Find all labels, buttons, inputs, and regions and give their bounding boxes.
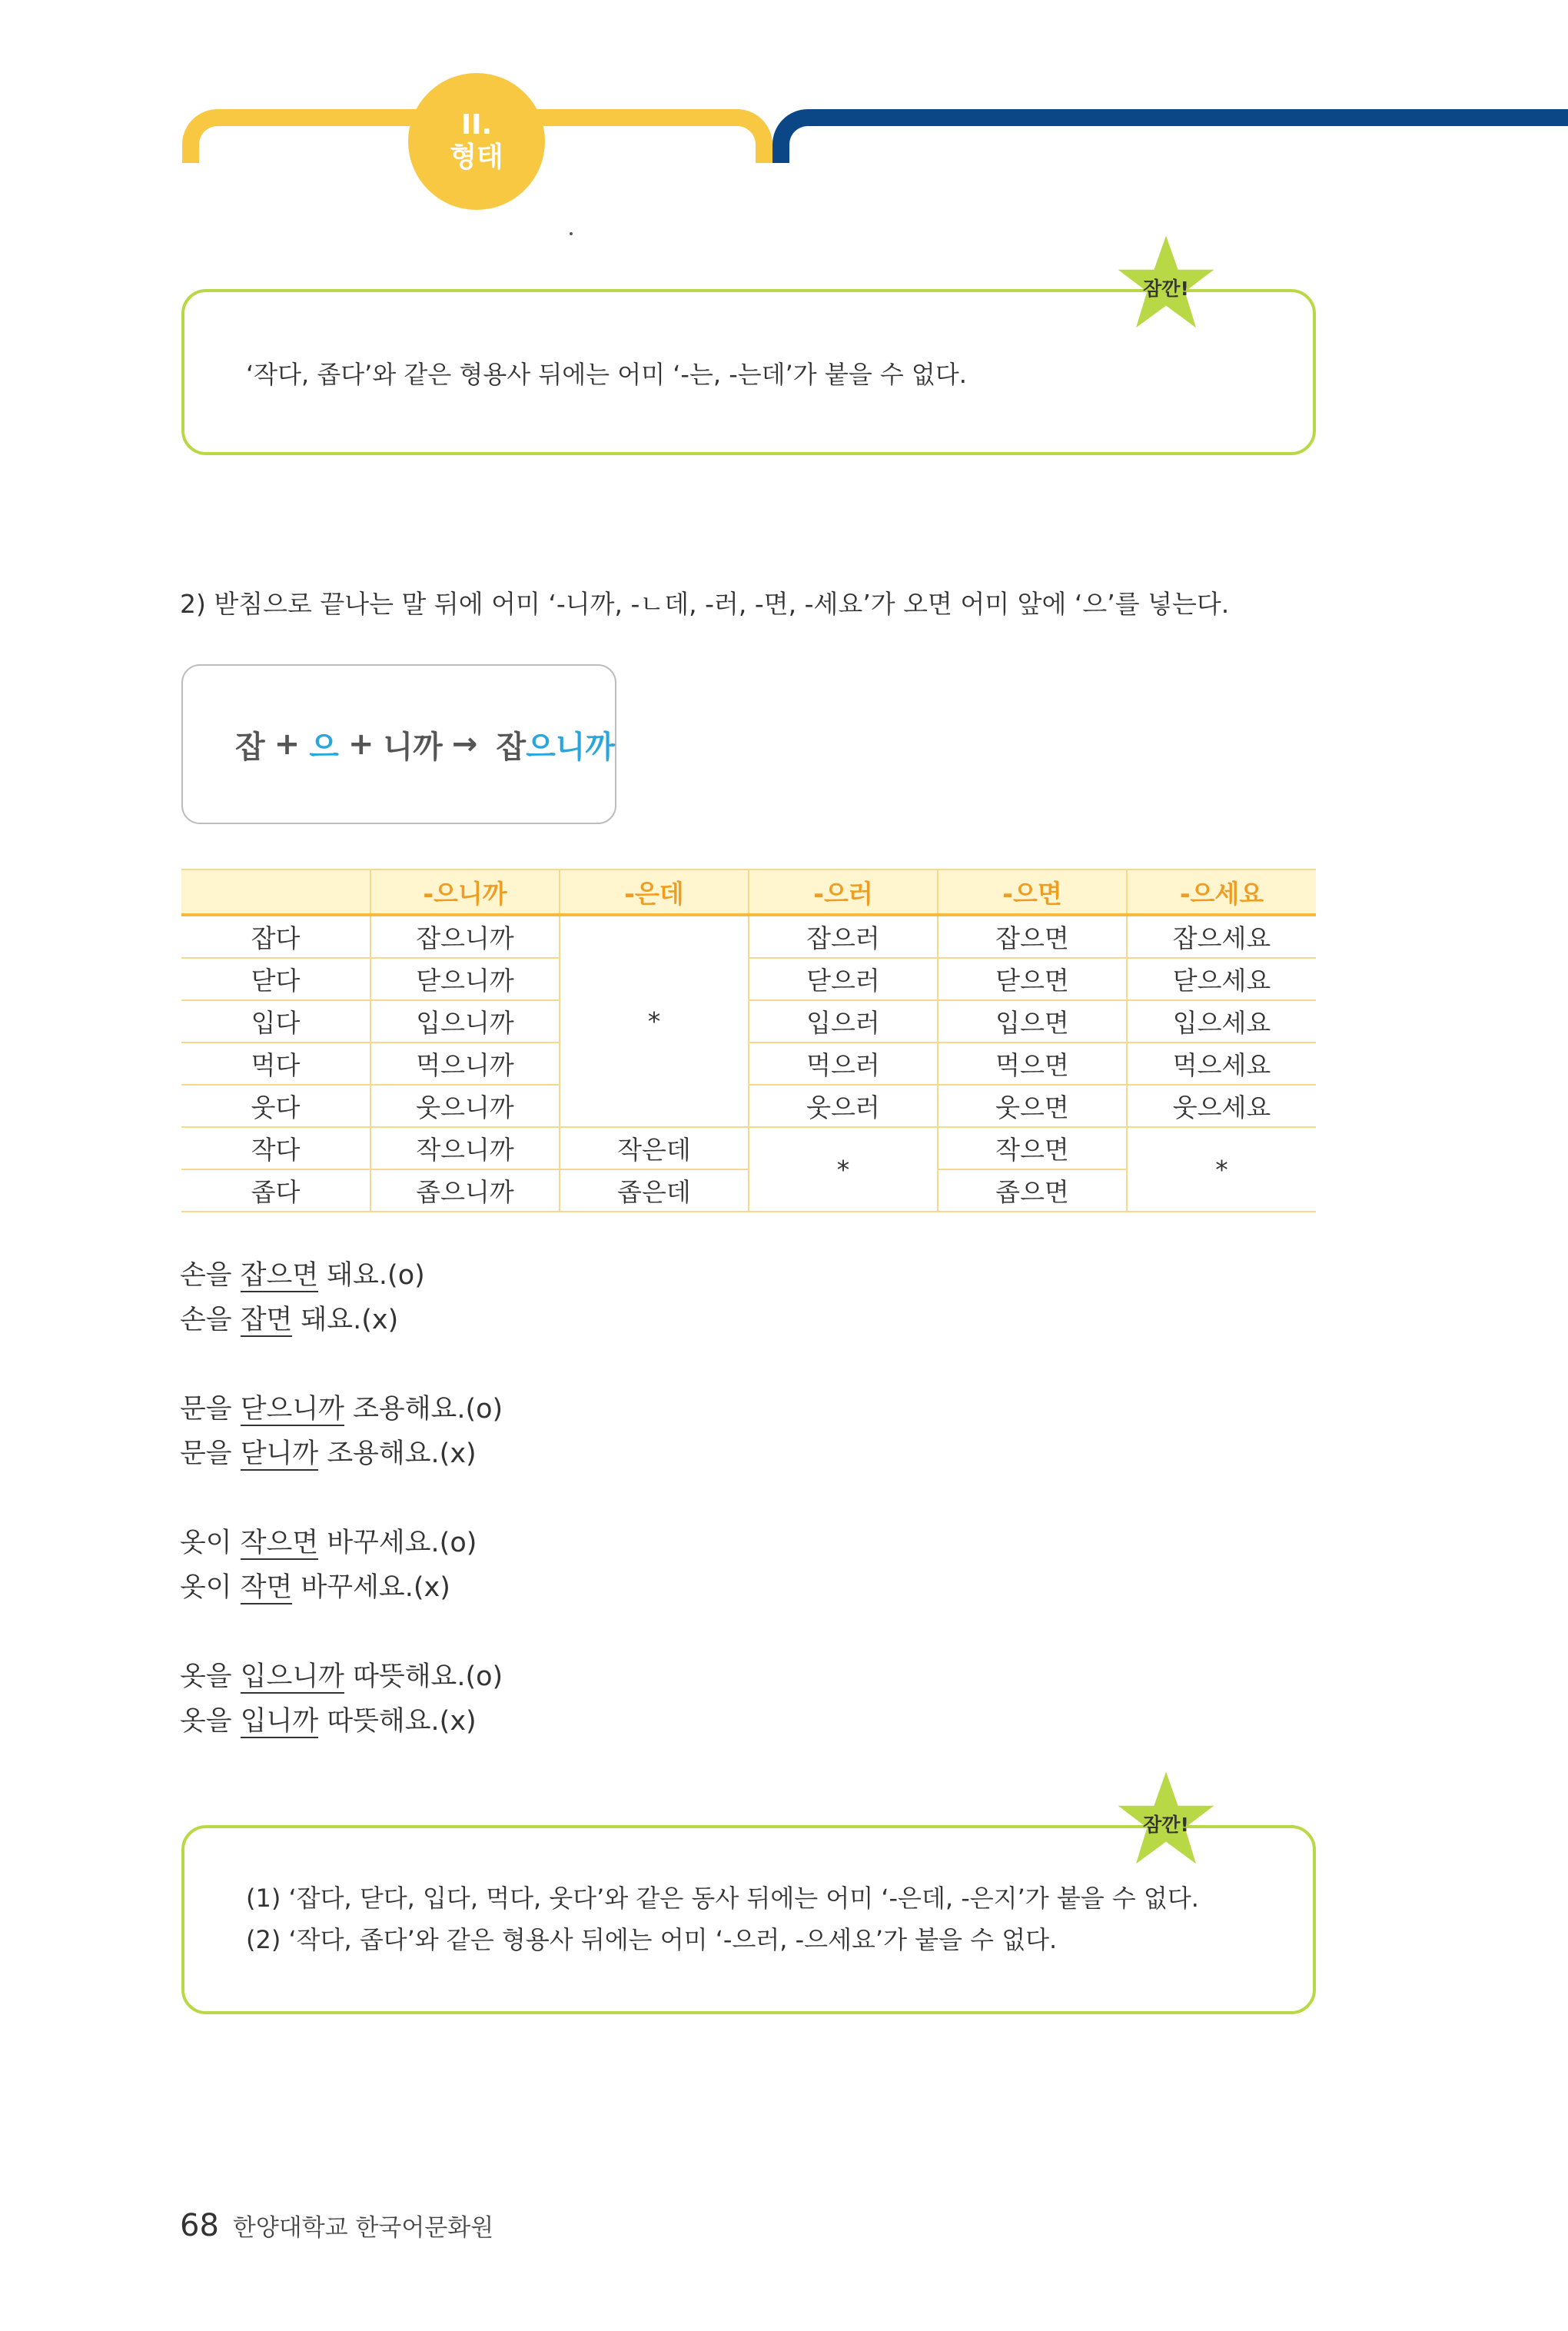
formula-arrow: → [451,727,478,762]
formula-result-rest: 으니까 [526,729,615,765]
example-sentence [180,1432,503,1476]
table-cell: * [749,1127,938,1212]
example-suffix: 따뜻해요.(o) [344,1661,503,1692]
page-number: 68 [180,2208,219,2243]
table-header-cell: -으러 [749,870,938,915]
table-row [181,1127,1316,1169]
example-prefix: 옷이 [180,1572,241,1603]
example-sentences [180,1253,503,1744]
table-cell: 입으면 [938,1000,1127,1042]
example-underlined: 닫니까 [240,1438,319,1469]
example-underlined: 작면 [240,1572,293,1603]
chapter-badge [408,73,545,210]
table-row [181,915,1316,958]
table-cell: 닫으세요 [1127,958,1316,1000]
chapter-title: 형태 [450,141,503,173]
example-underlined: 잡면 [240,1305,293,1335]
table-cell: 잡으면 [938,915,1127,958]
table-cell: 입으니까 [370,1000,560,1042]
formula-stem: 잡 [235,729,265,765]
example-prefix: 손을 [180,1305,241,1335]
star-icon [1116,234,1216,334]
table-cell: 잡으러 [749,915,938,958]
formula-plus: + [347,727,374,762]
table-row [181,958,1316,1000]
table-cell: 작다 [181,1127,370,1169]
table-cell: 먹으면 [938,1042,1127,1085]
example-underlined: 입으니까 [240,1661,344,1692]
note-text: ‘작다, 좁다’와 같은 형용사 뒤에는 어미 ‘-는, -는데’가 붙을 수 없다. [246,360,967,389]
example-suffix: 조용해요.(o) [344,1394,503,1425]
chapter-number: II. [460,109,493,141]
example-underlined: 닫으니까 [240,1394,344,1425]
formula-plus: + [274,727,301,762]
example-prefix: 옷을 [180,1706,241,1737]
formula-box [181,664,616,824]
table-cell: 입다 [181,1000,370,1042]
example-underlined: 입니까 [240,1706,319,1737]
note-text-line2: (2) ‘작다, 좁다’와 같은 형용사 뒤에는 어미 ‘-으러, -으세요’가 붙을 수 없다. [246,1925,1058,1954]
table-row [181,1000,1316,1042]
example-suffix: 조용해요.(x) [318,1438,477,1469]
table-cell: 웃으면 [938,1085,1127,1127]
table-header-cell: -으니까 [370,870,560,915]
example-suffix: 돼요.(o) [318,1260,425,1291]
example-suffix: 따뜻해요.(x) [318,1706,477,1737]
table-cell: * [1127,1127,1316,1212]
example-prefix: 옷을 [180,1661,241,1692]
example-sentence [180,1699,503,1744]
table-cell: 작은데 [560,1127,749,1169]
table-header-cell: -으면 [938,870,1127,915]
example-sentence [180,1387,503,1432]
table-cell: 먹으니까 [370,1042,560,1085]
example-sentence [180,1521,503,1565]
example-sentence [180,1565,503,1610]
example-sentence [180,1298,503,1342]
example-suffix: 돼요.(x) [292,1305,399,1335]
table-cell: * [560,915,749,1127]
rule-text: 2) 받침으로 끝나는 말 뒤에 어미 ‘-니까, -ㄴ데, -러, -면, -세요’가 오면 어미 앞에 ‘으’를 넣는다. [180,589,1230,619]
stray-dot [570,232,573,235]
example-suffix: 바꾸세요.(x) [292,1572,450,1603]
table-cell: 웃다 [181,1085,370,1127]
table-cell: 작으면 [938,1127,1127,1169]
formula-vowel: 으 [309,729,339,765]
table-cell: 잡으세요 [1127,915,1316,958]
table-cell: 입으세요 [1127,1000,1316,1042]
conjugation-table [181,869,1316,1212]
table-cell: 좁다 [181,1169,370,1212]
table-cell: 닫으러 [749,958,938,1000]
table-row [181,1042,1316,1085]
table-cell: 닫으니까 [370,958,560,1000]
table-cell: 잡다 [181,915,370,958]
table-cell: 닫다 [181,958,370,1000]
table-cell: 좁으니까 [370,1169,560,1212]
star-label: 잠깐! [1143,278,1189,300]
example-sentence [180,1253,503,1298]
note-text-line1: (1) ‘잡다, 닫다, 입다, 먹다, 웃다’와 같은 동사 뒤에는 어미 ‘-은데, -은지’가 붙을 수 없다. [246,1884,1199,1913]
page-footer [180,2208,493,2243]
table-cell: 좁으면 [938,1169,1127,1212]
table-cell: 웃으세요 [1127,1085,1316,1127]
formula-ending: 니까 [383,729,443,765]
example-underlined: 잡으면 [240,1260,319,1291]
example-prefix: 손을 [180,1260,241,1291]
publisher-name: 한양대학교 한국어문화원 [232,2214,494,2242]
table-cell: 닫으면 [938,958,1127,1000]
example-underlined: 작으면 [240,1528,319,1558]
table-cell: 입으러 [749,1000,938,1042]
table-header-cell: -은데 [560,870,749,915]
table-cell: 잡으니까 [370,915,560,958]
table-header-cell [181,870,370,915]
table-cell: 먹으러 [749,1042,938,1085]
table-cell: 좁은데 [560,1169,749,1212]
table-cell: 먹다 [181,1042,370,1085]
example-sentence [180,1654,503,1699]
table-header-row [181,870,1316,915]
example-prefix: 문을 [180,1438,241,1469]
example-prefix: 문을 [180,1394,241,1425]
header-blue-bar [772,109,1568,163]
table-cell: 웃으니까 [370,1085,560,1127]
example-prefix: 옷이 [180,1528,241,1558]
table-cell: 먹으세요 [1127,1042,1316,1085]
example-suffix: 바꾸세요.(o) [318,1528,477,1558]
table-header-cell: -으세요 [1127,870,1316,915]
table-cell: 작으니까 [370,1127,560,1169]
star-label: 잠깐! [1143,1814,1189,1836]
table-row [181,1085,1316,1127]
formula-result-stem: 잡 [496,729,527,765]
table-cell: 웃으러 [749,1085,938,1127]
star-icon [1116,1770,1216,1870]
